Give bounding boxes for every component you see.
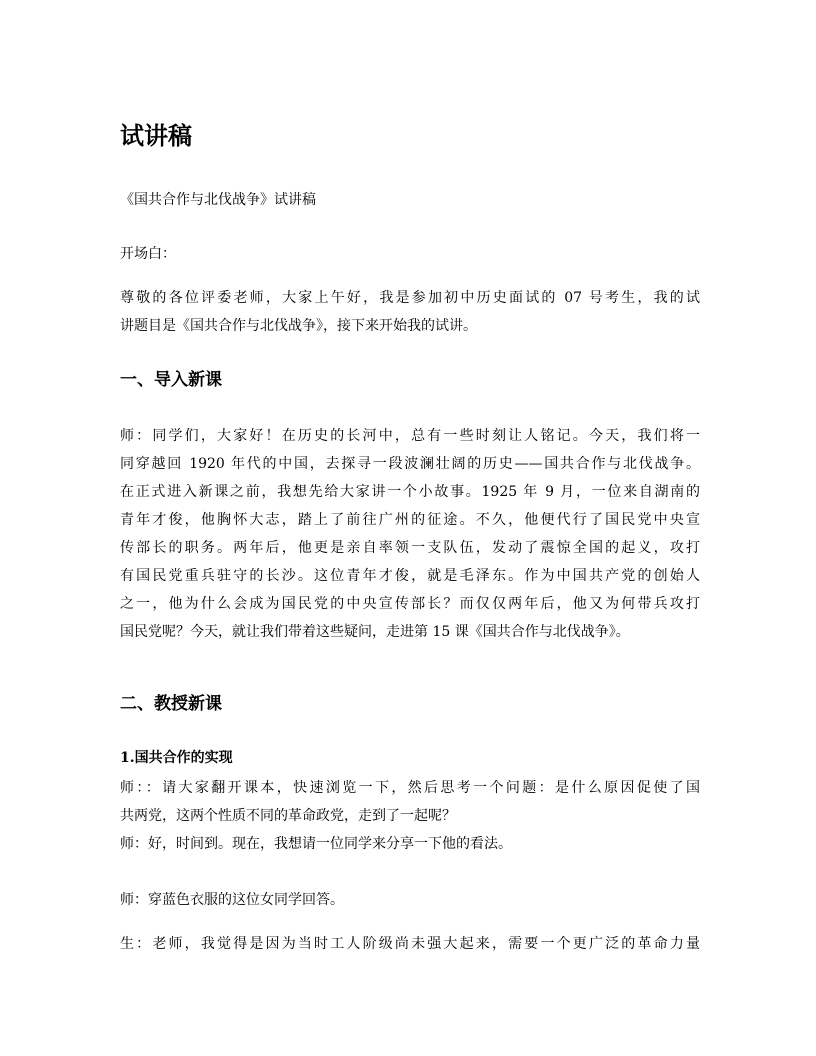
intro-line: 传部长的职务。两年后，他更是亲自率领一支队伍，发动了震惊全国的起义，攻打 xyxy=(120,540,700,556)
opening-label: 开场白： xyxy=(120,246,176,262)
subsection-heading: 1.国共合作的实现 xyxy=(120,750,233,766)
section-heading-intro: 一、导入新课 xyxy=(120,370,222,390)
opening-paragraph xyxy=(120,284,700,340)
subsection-line: 师：好，时间到。现在，我想请一位同学来分享一下他的看法。 xyxy=(120,836,512,852)
intro-line: 在正式进入新课之前，我想先给大家讲一个小故事。1925 年 9 月，一位来自湖南的 xyxy=(120,484,700,500)
intro-line: 同穿越回 1920 年代的中国，去探寻一段波澜壮阔的历史——国共合作与北伐战争。 xyxy=(120,456,700,472)
section-heading-teaching: 二、教授新课 xyxy=(120,694,222,714)
lecture-subtitle: 《国共合作与北伐战争》试讲稿 xyxy=(120,192,316,208)
subsection-line: 共两党，这两个性质不同的革命政党，走到了一起呢？ xyxy=(120,808,456,824)
subsection-paragraph xyxy=(120,774,700,858)
document-title: 试讲稿 xyxy=(120,122,192,150)
intro-line: 青年才俊，他胸怀大志，踏上了前往广州的征途。不久，他便代行了国民党中央宣 xyxy=(120,512,700,528)
intro-line: 师：同学们，大家好！在历史的长河中，总有一些时刻让人铭记。今天，我们将一 xyxy=(120,428,700,444)
opening-line: 尊敬的各位评委老师，大家上午好，我是参加初中历史面试的 07 号考生，我的试 xyxy=(120,290,700,306)
intro-line: 有国民党重兵驻守的长沙。这位青年才俊，就是毛泽东。作为中国共产党的创始人 xyxy=(120,568,700,584)
intro-paragraph xyxy=(120,422,700,646)
subsection-line: 师：：请大家翻开课本，快速浏览一下，然后思考一个问题：是什么原因促使了国 xyxy=(120,780,700,796)
student-line: 生：老师，我觉得是因为当时工人阶级尚未强大起来，需要一个更广泛的革命力量 xyxy=(120,936,700,952)
opening-line: 讲题目是《国共合作与北伐战争》，接下来开始我的试讲。 xyxy=(120,318,477,334)
intro-line: 国民党呢？今天，就让我们带着这些疑问，走进第 15 课《国共合作与北伐战争》。 xyxy=(120,624,630,640)
teacher-line: 师：穿蓝色衣服的这位女同学回答。 xyxy=(120,892,344,908)
student-paragraph xyxy=(120,930,700,958)
intro-line: 之一，他为什么会成为国民党的中央宣传部长？而仅仅两年后，他又为何带兵攻打 xyxy=(120,596,700,612)
